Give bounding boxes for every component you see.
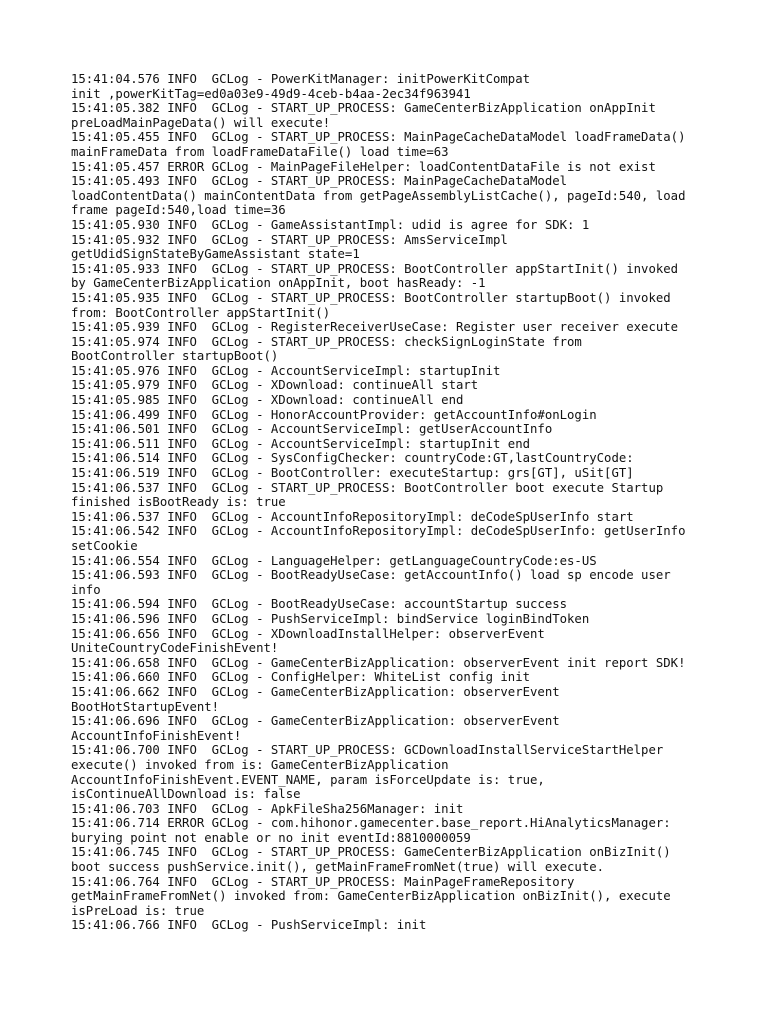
- log-line: 15:41:06.660 INFO GCLog - ConfigHelper: WhiteList config init: [71, 670, 531, 685]
- log-line: AccountInfoFinishEvent.EVENT_NAME, param isForceUpdate is: true,: [71, 772, 545, 787]
- log-line: 15:41:06.703 INFO GCLog - ApkFileSha256Manager: init: [71, 801, 464, 816]
- log-line: finished isBootReady is: true: [71, 495, 286, 510]
- log-line: BootHotStartupEvent!: [71, 699, 220, 714]
- log-line: AccountInfoFinishEvent!: [71, 728, 242, 743]
- log-line: 15:41:06.514 INFO GCLog - SysConfigChecker: countryCode:GT,lastCountryCode:: [71, 451, 634, 466]
- log-line: getUdidSignStateByGameAssistant state=1: [71, 247, 360, 262]
- log-line: 15:41:06.537 INFO GCLog - START_UP_PROCESS: BootController boot execute Startup: [71, 480, 664, 495]
- log-line: 15:41:05.974 INFO GCLog - START_UP_PROCESS: checkSignLoginState from: [71, 334, 582, 349]
- log-line: preLoadMainPageData() will execute!: [71, 115, 331, 130]
- log-line: 15:41:06.764 INFO GCLog - START_UP_PROCESS: MainPageFrameRepository: [71, 874, 575, 889]
- log-line: 15:41:06.537 INFO GCLog - AccountInfoRepositoryImpl: deCodeSpUserInfo start: [71, 509, 634, 524]
- log-line: init ,powerKitTag=ed0a03e9-49d9-4ceb-b4aa-2ec34f963941: [71, 86, 471, 101]
- log-line: 15:41:06.745 INFO GCLog - START_UP_PROCESS: GameCenterBizApplication onBizInit(): [71, 845, 671, 860]
- log-line: 15:41:05.455 INFO GCLog - START_UP_PROCESS: MainPageCacheDataModel loadFrameData(): [71, 130, 686, 145]
- log-line: mainFrameData from loadFrameDataFile() load time=63: [71, 144, 449, 159]
- log-line: 15:41:05.493 INFO GCLog - START_UP_PROCESS: MainPageCacheDataModel: [71, 174, 568, 189]
- log-line: 15:41:05.979 INFO GCLog - XDownload: continueAll start: [71, 378, 479, 393]
- log-line: 15:41:05.935 INFO GCLog - START_UP_PROCESS: BootController startupBoot() invoked: [71, 290, 671, 305]
- log-line: 15:41:06.499 INFO GCLog - HonorAccountProvider: getAccountInfo#onLogin: [71, 407, 597, 422]
- log-line: burying point not enable or no init eventId:8810000059: [71, 830, 471, 845]
- log-lines: [71, 72, 711, 933]
- log-line: 15:41:06.596 INFO GCLog - PushServiceImpl: bindService loginBindToken: [71, 611, 590, 626]
- log-line: 15:41:06.662 INFO GCLog - GameCenterBizApplication: observerEvent: [71, 684, 560, 699]
- log-line: 15:41:06.501 INFO GCLog - AccountServiceImpl: getUserAccountInfo: [71, 422, 553, 437]
- log-line: frame pageId:540,load time=36: [71, 203, 286, 218]
- log-line: 15:41:06.714 ERROR GCLog - com.hihonor.gamecenter.base_report.HiAnalyticsManager:: [71, 816, 671, 831]
- log-line: getMainFrameFromNet() invoked from: GameCenterBizApplication onBizInit(), execute: [71, 889, 671, 904]
- log-line: 15:41:04.576 INFO GCLog - PowerKitManager: initPowerKitCompat: [71, 72, 531, 86]
- log-line: 15:41:05.932 INFO GCLog - START_UP_PROCESS: AmsServiceImpl: [71, 232, 508, 247]
- log-line: from: BootController appStartInit(): [71, 305, 331, 320]
- log-line: BootController startupBoot(): [71, 349, 279, 364]
- log-line: info: [71, 582, 101, 597]
- log-line: 15:41:06.658 INFO GCLog - GameCenterBizApplication: observerEvent init report SDK!: [71, 655, 686, 670]
- log-line: execute() invoked from is: GameCenterBizApplication: [71, 757, 449, 772]
- log-line: 15:41:06.511 INFO GCLog - AccountServiceImpl: startupInit end: [71, 436, 531, 451]
- log-line: 15:41:06.656 INFO GCLog - XDownloadInstallHelper: observerEvent: [71, 626, 545, 641]
- log-line: 15:41:05.939 INFO GCLog - RegisterReceiverUseCase: Register user receiver execute: [71, 320, 679, 335]
- log-line: boot success pushService.init(), getMainFrameFromNet(true) will execute.: [71, 860, 605, 875]
- log-line: 15:41:06.696 INFO GCLog - GameCenterBizApplication: observerEvent: [71, 714, 560, 729]
- log-line: 15:41:05.976 INFO GCLog - AccountServiceImpl: startupInit: [71, 363, 501, 378]
- log-line: 15:41:06.554 INFO GCLog - LanguageHelper: getLanguageCountryCode:es-US: [71, 553, 597, 568]
- log-line: 15:41:06.593 INFO GCLog - BootReadyUseCase: getAccountInfo() load sp encode user: [71, 568, 671, 583]
- log-line: 15:41:06.542 INFO GCLog - AccountInfoRepositoryImpl: deCodeSpUserInfo: getUserInfo: [71, 524, 686, 539]
- log-line: isPreLoad is: true: [71, 903, 205, 918]
- log-line: 15:41:05.930 INFO GCLog - GameAssistantImpl: udid is agree for SDK: 1: [71, 217, 590, 232]
- log-line: 15:41:05.382 INFO GCLog - START_UP_PROCESS: GameCenterBizApplication onAppInit: [71, 101, 656, 116]
- log-line: 15:41:05.457 ERROR GCLog - MainPageFileHelper: loadContentDataFile is not exist: [71, 159, 656, 174]
- log-line: 15:41:06.594 INFO GCLog - BootReadyUseCase: accountStartup success: [71, 597, 568, 612]
- log-line: isContinueAllDownload is: false: [71, 787, 301, 802]
- log-line: 15:41:06.519 INFO GCLog - BootController: executeStartup: grs[GT], uSit[GT]: [71, 466, 634, 481]
- log-line: 15:41:05.985 INFO GCLog - XDownload: continueAll end: [71, 393, 464, 408]
- log-document: [71, 72, 711, 933]
- log-line: UniteCountryCodeFinishEvent!: [71, 641, 279, 656]
- log-line: 15:41:06.700 INFO GCLog - START_UP_PROCESS: GCDownloadInstallServiceStartHelper: [71, 743, 664, 758]
- log-line: 15:41:05.933 INFO GCLog - START_UP_PROCESS: BootController appStartInit() invoked: [71, 261, 679, 276]
- log-line: loadContentData() mainContentData from getPageAssemblyListCache(), pageId:540, load: [71, 188, 686, 203]
- log-line: 15:41:06.766 INFO GCLog - PushServiceImpl: init: [71, 918, 427, 933]
- log-line: setCookie: [71, 539, 138, 553]
- log-line: by GameCenterBizApplication onAppInit, boot hasReady: -1: [71, 276, 486, 291]
